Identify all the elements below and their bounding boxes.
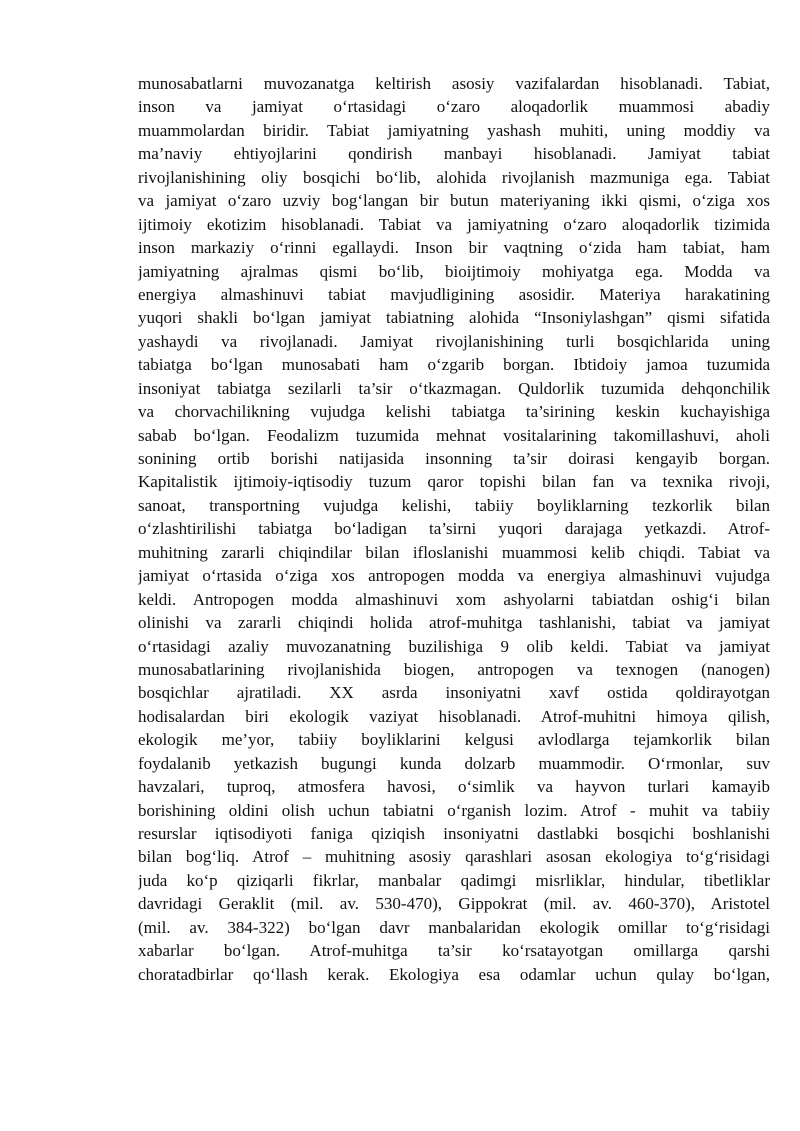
text-line: resurslar iqtisodiyoti faniga qiziqish insoniyatni dastlabki bosqichi boshlanishi (138, 824, 770, 843)
text-line: o‘rtasidagi azaliy muvozanatning buzilishiga 9 olib keldi. Tabiat va jamiyat (138, 636, 770, 656)
text-line: muhitning zararli chiqindilar bilan ifloslanishi muammosi kelib chiqdi. Tabiat va (138, 542, 770, 562)
text-line: sabab bo‘lgan. Feodalizm tuzumida mehnat vositalarining takomillashuvi, aholi (138, 425, 770, 445)
text-line: foydalanib yetkazish bugungi kunda dolzarb muammodir. O‘rmonlar, suv (138, 753, 770, 773)
text-line: va chorvachilikning vujudga kelishi tabiatga ta’sirining keskin kuchayishiga (138, 402, 770, 422)
text-line: jamiyat o‘rtasida o‘ziga xos antropogen modda va energiya almashinuvi vujudga (138, 566, 770, 586)
text-line: munosabatlarining rivojlanishida biogen, antropogen va texnogen (nanogen) (138, 659, 770, 679)
text-line: bosqichlar ajratiladi. XX asrda insoniyatni xavf ostida qoldirayotgan (138, 683, 770, 703)
text-line: davridagi Geraklit (mil. av. 530-470), Gippokrat (mil. av. 460-370), Aristotel (138, 894, 770, 914)
text-line: yuqori shakli bo‘lgan jamiyat tabiatning alohida “Insoniylashgan” qismi sifatida (138, 308, 770, 328)
text-line: choratadbirlar qo‘llash kerak. Ekologiya esa odamlar uchun qulay bo‘lgan, (138, 964, 770, 984)
text-line: borishining oldini olish uchun tabiatni o‘rganish lozim. Atrof - muhit va tabiiy (138, 800, 770, 820)
text-line: yashaydi va rivojlanadi. Jamiyat rivojlanishining turli bosqichlarida uning (138, 331, 770, 351)
text-line: juda ko‘p qiziqarli fikrlar, manbalar qadimgi misrliklar, hindular, tibetliklar (138, 870, 770, 890)
text-line: xabarlar bo‘lgan. Atrof-muhitga ta’sir ko‘rsatayotgan omillarga qarshi (138, 941, 770, 961)
text-line: olinishi va zararli chiqindi holida atrof-muhitga tashlanishi, tabiat va jamiyat (138, 613, 770, 633)
text-line: Kapitalistik ijtimoiy-iqtisodiy tuzum qaror topishi bilan fan va texnika rivoji, (138, 472, 770, 492)
text-line: insoniyat tabiatga sezilarli ta’sir o‘tkazmagan. Quldorlik tuzumida dehqonchilik (138, 378, 770, 398)
text-line: rivojlanishining oliy bosqichi bo‘lib, alohida rivojlanish mazmuniga ega. Tabiat (138, 167, 770, 187)
document-page (138, 72, 770, 986)
text-line: inson va jamiyat o‘rtasidagi o‘zaro aloqadorlik muammosi abadiy (138, 97, 770, 117)
text-line: havzalari, tuproq, atmosfera havosi, o‘simlik va hayvon turlari kamayib (138, 777, 770, 797)
text-line: ma’naviy ehtiyojlarini qondirish manbayi hisoblanadi. Jamiyat tabiat (138, 144, 770, 164)
text-line: munosabatlarni muvozanatga keltirish asosiy vazifalardan hisoblanadi. Tabiat, (138, 74, 770, 93)
text-line: jamiyatning ajralmas qismi bo‘lib, bioijtimoiy mohiyatga ega. Modda va (138, 261, 770, 281)
text-line: energiya almashinuvi tabiat mavjudligining asosidir. Materiya harakatining (138, 284, 770, 304)
text-line: ekologik me’yor, tabiiy boyliklarini kelgusi avlodlarga tejamkorlik bilan (138, 730, 770, 750)
text-line: va jamiyat o‘zaro uzviy bog‘langan bir butun materiyaning ikki qismi, o‘ziga xos (138, 191, 770, 211)
text-line: (mil. av. 384-322) bo‘lgan davr manbalaridan ekologik omillar to‘g‘risidagi (138, 917, 770, 937)
text-line: o‘zlashtirilishi tabiatga bo‘ladigan ta’sirni yuqori darajaga yetkazdi. Atrof- (138, 519, 770, 539)
text-line: bilan bog‘liq. Atrof – muhitning asosiy qarashlari asosan ekologiya to‘g‘risidagi (138, 847, 770, 867)
text-line: inson markaziy o‘rinni egallaydi. Inson bir vaqtning o‘zida ham tabiat, ham (138, 238, 770, 258)
text-line: muammolardan biridir. Tabiat jamiyatning yashash muhiti, uning moddiy va (138, 120, 770, 140)
text-line: ijtimoiy ekotizim hisoblanadi. Tabiat va jamiyatning o‘zaro aloqadorlik tizimida (138, 214, 770, 234)
text-line: keldi. Antropogen modda almashinuvi xom ashyolarni tabiatdan oshig‘i bilan (138, 589, 770, 609)
text-line: hodisalardan biri ekologik vaziyat hisoblanadi. Atrof-muhitni himoya qilish, (138, 706, 770, 726)
text-line: tabiatga bo‘lgan munosabati ham o‘zgarib borgan. Ibtidoiy jamoa tuzumida (138, 355, 770, 375)
text-line: sanoat, transportning vujudga kelishi, tabiiy boyliklarning tezkorlik bilan (138, 495, 770, 515)
text-line: sonining ortib borishi natijasida insonning ta’sir doirasi kengayib borgan. (138, 449, 770, 468)
